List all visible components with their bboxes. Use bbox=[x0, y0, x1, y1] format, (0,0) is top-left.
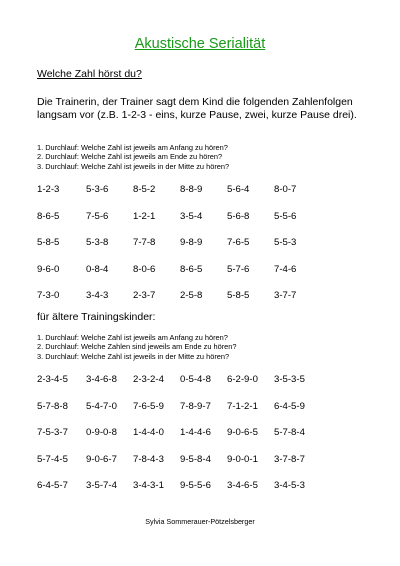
older-heading: für ältere Trainingskinder: bbox=[37, 311, 156, 323]
number-sequence: 5-6-4 bbox=[227, 184, 250, 195]
number-row bbox=[37, 211, 377, 225]
number-row bbox=[37, 454, 377, 468]
step-line: 1. Durchlauf: Welche Zahl ist jeweils am Anfang zu hören? bbox=[37, 333, 228, 342]
number-sequence: 5-6-8 bbox=[227, 210, 250, 222]
number-sequence: 5-7-8-8 bbox=[37, 400, 68, 412]
number-sequence: 9-0-6-7 bbox=[86, 453, 117, 465]
number-row bbox=[37, 184, 377, 198]
number-sequence: 2-3-2-4 bbox=[133, 374, 164, 385]
number-sequence: 1-2-3 bbox=[37, 184, 60, 195]
step-line: 2. Durchlauf: Welche Zahl ist jeweils am Ende zu hören? bbox=[37, 152, 223, 162]
number-sequence: 9-6-0 bbox=[37, 263, 60, 275]
number-sequence: 8-5-2 bbox=[133, 184, 156, 195]
section2-steps bbox=[37, 333, 237, 361]
number-row bbox=[37, 290, 377, 304]
number-sequence: 5-7-6 bbox=[227, 263, 250, 275]
number-sequence: 7-6-5-9 bbox=[133, 400, 164, 412]
number-sequence: 7-7-8 bbox=[133, 237, 156, 248]
number-sequence: 5-5-3 bbox=[274, 237, 297, 248]
number-sequence: 3-4-3-1 bbox=[133, 480, 164, 491]
number-sequence: 7-6-5 bbox=[227, 237, 250, 248]
number-sequence: 7-4-6 bbox=[274, 263, 297, 275]
number-sequence: 2-5-8 bbox=[180, 290, 203, 301]
number-row bbox=[37, 401, 377, 415]
number-sequence: 3-4-3 bbox=[86, 290, 109, 301]
number-sequence: 8-6-5 bbox=[180, 263, 203, 275]
number-sequence: 3-5-4 bbox=[180, 210, 203, 222]
number-sequence: 0-8-4 bbox=[86, 263, 109, 275]
number-sequence: 0-9-0-8 bbox=[86, 427, 117, 438]
number-sequence: 7-3-0 bbox=[37, 290, 60, 301]
number-sequence: 3-4-6-5 bbox=[227, 480, 258, 491]
number-sequence: 7-8-4-3 bbox=[133, 453, 164, 465]
number-sequence: 7-1-2-1 bbox=[227, 400, 258, 412]
step-line: 2. Durchlauf: Welche Zahlen sind jeweils am Ende zu hören? bbox=[37, 342, 237, 352]
number-row bbox=[37, 374, 377, 388]
number-sequence: 5-3-6 bbox=[86, 184, 109, 195]
number-sequence: 5-4-7-0 bbox=[86, 400, 117, 412]
number-sequence: 5-8-5 bbox=[227, 290, 250, 301]
step-line: 1. Durchlauf: Welche Zahl ist jeweils am Anfang zu hören? bbox=[37, 143, 228, 152]
number-sequence: 9-0-6-5 bbox=[227, 427, 258, 438]
number-row bbox=[37, 237, 377, 251]
number-sequence: 3-7-7 bbox=[274, 290, 297, 301]
number-sequence: 7-5-3-7 bbox=[37, 427, 68, 438]
number-sequence: 1-4-4-6 bbox=[180, 427, 211, 438]
section1-steps bbox=[37, 143, 229, 171]
number-sequence: 3-5-7-4 bbox=[86, 480, 117, 491]
number-sequence: 8-0-7 bbox=[274, 184, 297, 195]
number-sequence: 8-0-6 bbox=[133, 263, 156, 275]
step-line: 3. Durchlauf: Welche Zahl ist jeweils in der Mitte zu hören? bbox=[37, 161, 230, 171]
number-sequence: 3-5-3-5 bbox=[274, 374, 305, 385]
number-sequence: 6-2-9-0 bbox=[227, 374, 258, 385]
number-row bbox=[37, 427, 377, 441]
number-sequence: 2-3-4-5 bbox=[37, 374, 68, 385]
step-line: 3. Durchlauf: Welche Zahl ist jeweils in der Mitte zu hören? bbox=[37, 351, 230, 361]
page-title: Akustische Serialität bbox=[134, 36, 266, 52]
number-sequence: 5-8-5 bbox=[37, 237, 60, 248]
number-sequence: 3-4-6-8 bbox=[86, 374, 117, 385]
number-sequence: 7-8-9-7 bbox=[180, 400, 211, 412]
number-sequence: 5-5-6 bbox=[274, 210, 297, 222]
number-sequence: 3-7-8-7 bbox=[274, 453, 305, 465]
author-footer: Sylvia Sommerauer-Pötzelsberger bbox=[145, 517, 255, 526]
number-sequence: 7-5-6 bbox=[86, 210, 109, 222]
number-row bbox=[37, 480, 377, 494]
number-sequence: 8-8-9 bbox=[180, 184, 203, 195]
number-sequence: 5-7-4-5 bbox=[37, 453, 68, 465]
number-row bbox=[37, 264, 377, 278]
number-sequence: 5-7-8-4 bbox=[274, 427, 305, 438]
number-sequence: 1-2-1 bbox=[133, 210, 156, 222]
number-sequence: 0-5-4-8 bbox=[180, 374, 211, 385]
number-sequence: 6-4-5-9 bbox=[274, 400, 305, 412]
intro-paragraph: Die Trainerin, der Trainer sagt dem Kind die folgenden Zahlenfolgen langsam vor (z.B. 1-2-3 - eins, kurze Pause, zwei, kurze Pause drei). bbox=[37, 96, 357, 121]
number-sequence: 6-4-5-7 bbox=[37, 480, 68, 491]
number-sequence: 1-4-4-0 bbox=[133, 427, 164, 438]
number-sequence: 9-5-5-6 bbox=[180, 480, 211, 491]
number-sequence: 9-5-8-4 bbox=[180, 453, 211, 465]
number-sequence: 2-3-7 bbox=[133, 290, 156, 301]
number-sequence: 8-6-5 bbox=[37, 210, 60, 222]
number-sequence: 3-4-5-3 bbox=[274, 480, 305, 491]
number-sequence: 9-8-9 bbox=[180, 237, 203, 248]
number-sequence: 9-0-0-1 bbox=[227, 453, 258, 465]
number-sequence: 5-3-8 bbox=[86, 237, 109, 248]
question-heading: Welche Zahl hörst du? bbox=[37, 68, 142, 80]
